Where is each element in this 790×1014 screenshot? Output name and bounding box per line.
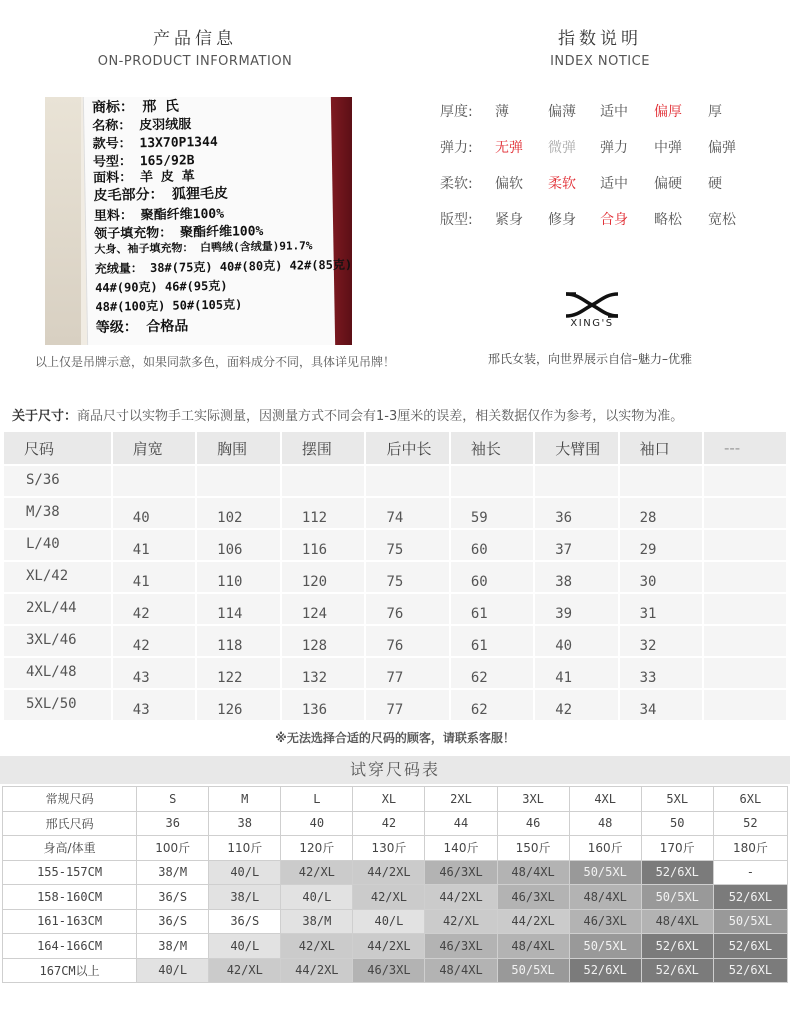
try-table-size-cell: 46/3XL: [425, 860, 497, 885]
size-table-cell: 40: [113, 498, 195, 528]
size-table-cell: 102: [197, 498, 280, 528]
index-row: [440, 101, 780, 121]
hang-tag-line: 商标： 邢 氏: [91, 98, 179, 117]
index-row: [440, 137, 780, 157]
try-table-size-cell: 40/L: [353, 909, 425, 934]
try-table-header-cell: S: [137, 787, 209, 812]
try-table-size-cell: 48/4XL: [641, 909, 713, 934]
size-table-cell: S/36: [4, 466, 111, 496]
index-row-label: 柔软:: [440, 176, 473, 192]
size-table-cell: 118: [197, 626, 280, 656]
try-table-size-cell: 48/4XL: [497, 934, 569, 959]
try-table-size-cell: 52/6XL: [641, 958, 713, 983]
try-table-header-cell: 邢氏尺码: [3, 811, 137, 836]
try-table-size-cell: 52/6XL: [713, 958, 787, 983]
size-table-header-cell: 摆围: [282, 432, 365, 464]
hang-tag-line: 号型： 165/92B: [92, 153, 195, 171]
try-table-size-cell: 42/XL: [353, 885, 425, 910]
index-option: 适中: [600, 176, 628, 192]
try-table-header-row: [3, 787, 788, 812]
hang-tag-line: 48#(100克) 50#(105克): [95, 297, 243, 314]
size-table-row: [4, 466, 786, 496]
try-table-header-cell: L: [281, 787, 353, 812]
try-table-header-cell: 44: [425, 811, 497, 836]
hang-tag-line: 充绒量： 38#(75克) 40#(80克) 42#(85克): [94, 257, 352, 276]
try-table-header-cell: 180斤: [713, 836, 787, 861]
size-table-cell: L/40: [4, 530, 111, 560]
try-table-size-cell: 42/XL: [425, 909, 497, 934]
size-table-cell: 76: [366, 594, 448, 624]
try-table-header-cell: 110斤: [209, 836, 281, 861]
size-table-cell: 75: [366, 562, 448, 592]
size-table-cell: [704, 562, 786, 592]
try-table-size-cell: 44/2XL: [281, 958, 353, 983]
size-table-cell: 41: [113, 562, 195, 592]
try-table-height-cell: 158-160CM: [3, 885, 137, 910]
size-table-cell: 41: [113, 530, 195, 560]
size-table-header-cell: 肩宽: [113, 432, 195, 464]
index-option: 厚: [708, 104, 722, 120]
index-option: 修身: [548, 212, 576, 228]
try-table-header-cell: 42: [353, 811, 425, 836]
index-option: 薄: [495, 104, 509, 120]
try-size-title: 试穿尺码表: [0, 756, 790, 784]
index-option: 微弹: [548, 140, 576, 156]
index-option: 略松: [654, 212, 682, 228]
size-table-cell: 33: [620, 658, 702, 688]
size-table-cell: 40: [535, 626, 617, 656]
try-table-size-cell: 50/5XL: [497, 958, 569, 983]
try-table-size-cell: 44/2XL: [425, 885, 497, 910]
size-table-header-cell: 大臂围: [535, 432, 617, 464]
hang-tag-line: 等级： 合格品: [95, 318, 189, 336]
size-table-cell: 75: [366, 530, 448, 560]
product-info-subtitle: ON-PRODUCT INFORMATION: [97, 54, 293, 69]
size-table-cell: 34: [620, 690, 702, 720]
try-table-header-cell: 36: [137, 811, 209, 836]
size-table-cell: [704, 658, 786, 688]
try-table-size-cell: 36/S: [209, 909, 281, 934]
size-table-cell: XL/42: [4, 562, 111, 592]
brand-logo-icon: [562, 291, 622, 319]
size-table-cell: [704, 498, 786, 528]
size-table-cell: 29: [620, 530, 702, 560]
size-table-cell: [704, 626, 786, 656]
size-table-cell: 128: [282, 626, 365, 656]
size-table-cell: 4XL/48: [4, 658, 111, 688]
try-table-header-cell: 5XL: [641, 787, 713, 812]
size-table-cell: 136: [282, 690, 365, 720]
size-table-cell: 77: [366, 690, 448, 720]
try-table-row: [3, 885, 788, 910]
try-table-header-row: [3, 836, 788, 861]
hang-tag-line: 里料： 聚酯纤维100%: [93, 206, 225, 225]
size-table-header-cell: 袖长: [451, 432, 533, 464]
index-option: 适中: [600, 104, 628, 120]
try-table-header-cell: 40: [281, 811, 353, 836]
hang-tag-line: 领子填充物： 聚酯纤维100%: [94, 224, 264, 243]
size-table-cell: 42: [113, 594, 195, 624]
try-table-header-cell: 3XL: [497, 787, 569, 812]
size-table-cell: 30: [620, 562, 702, 592]
try-table-header-cell: 2XL: [425, 787, 497, 812]
size-table-cell: 60: [451, 562, 533, 592]
size-table-cell: 38: [535, 562, 617, 592]
size-table-cell: 60: [451, 530, 533, 560]
index-option: 宽松: [708, 212, 736, 228]
try-table-size-cell: 36/S: [137, 909, 209, 934]
try-size-table: [2, 786, 788, 983]
size-table-cell: [704, 690, 786, 720]
try-table-row: [3, 934, 788, 959]
index-row-label: 弹力:: [440, 140, 473, 156]
size-table-cell: [704, 530, 786, 560]
try-table-header-cell: 4XL: [569, 787, 641, 812]
try-table-size-cell: 46/3XL: [353, 958, 425, 983]
index-row: [440, 209, 780, 229]
try-table-size-cell: 40/L: [209, 934, 281, 959]
size-table-cell: 62: [451, 690, 533, 720]
size-table-cell: [451, 466, 533, 496]
size-table-cell: [535, 466, 617, 496]
try-table-header-cell: 170斤: [641, 836, 713, 861]
try-table-size-cell: 52/6XL: [569, 958, 641, 983]
try-table-size-cell: 38/M: [137, 934, 209, 959]
size-table-row: [4, 626, 786, 656]
hang-tag-label: [83, 97, 352, 345]
hang-tag-line: 皮毛部分： 狐狸毛皮: [93, 185, 229, 205]
try-table-size-cell: 42/XL: [281, 934, 353, 959]
try-table-header-cell: 50: [641, 811, 713, 836]
try-table-header-cell: 6XL: [713, 787, 787, 812]
index-option: 偏硬: [654, 176, 682, 192]
size-table-cell: 74: [366, 498, 448, 528]
try-table-size-cell: 46/3XL: [425, 934, 497, 959]
hang-tag-line: 款号： 13X70P1344: [92, 134, 218, 153]
size-table-cell: 106: [197, 530, 280, 560]
hang-tag-photo: [45, 97, 352, 345]
size-table-cell: 76: [366, 626, 448, 656]
index-option: 偏厚: [654, 104, 682, 120]
try-table-size-cell: 50/5XL: [641, 885, 713, 910]
size-table-cell: [620, 466, 702, 496]
try-table-header-cell: 常规尺码: [3, 787, 137, 812]
size-table-cell: [282, 466, 365, 496]
try-table-header-cell: 130斤: [353, 836, 425, 861]
size-table-cell: [366, 466, 448, 496]
size-table-cell: 62: [451, 658, 533, 688]
size-table-cell: 31: [620, 594, 702, 624]
size-table-cell: 3XL/46: [4, 626, 111, 656]
hang-tag-line: 面料： 羊 皮 革: [93, 169, 195, 187]
index-option: 偏软: [495, 176, 523, 192]
try-table-header-cell: M: [209, 787, 281, 812]
about-size-note: [12, 405, 683, 424]
try-table-size-cell: 52/6XL: [641, 860, 713, 885]
size-table-row: [4, 530, 786, 560]
size-table-cell: [704, 466, 786, 496]
size-table-cell: 77: [366, 658, 448, 688]
try-table-size-cell: 38/L: [209, 885, 281, 910]
size-table-cell: 120: [282, 562, 365, 592]
try-table-header-cell: 48: [569, 811, 641, 836]
size-table-header: [4, 432, 786, 464]
product-info-title: 产品信息: [153, 29, 237, 49]
size-table-cell: 32: [620, 626, 702, 656]
try-table-size-cell: 52/6XL: [713, 885, 787, 910]
try-table-size-cell: 40/L: [137, 958, 209, 983]
about-size-text: 商品尺寸以实物手工实际测量，因测量方式不同会有1-3厘米的误差，相关数据仅作为参考，以实物为准。: [77, 409, 684, 424]
size-table-header-cell: 尺码: [4, 432, 111, 464]
size-table-row: [4, 690, 786, 720]
index-option: 弹力: [600, 140, 628, 156]
try-table-size-cell: 52/6XL: [713, 934, 787, 959]
size-table-cell: 42: [535, 690, 617, 720]
brand-logo-text: XING'S: [570, 318, 614, 329]
size-table-cell: 116: [282, 530, 365, 560]
index-row-label: 厚度:: [440, 104, 473, 120]
try-table-header-cell: 身高/体重: [3, 836, 137, 861]
index-notice-title: 指数说明: [558, 29, 642, 49]
index-row-label: 版型:: [440, 212, 473, 228]
try-table-row: [3, 958, 788, 983]
size-table-cell: 5XL/50: [4, 690, 111, 720]
try-table-header-cell: 120斤: [281, 836, 353, 861]
index-option: 偏弹: [708, 140, 736, 156]
try-table-header-cell: 150斤: [497, 836, 569, 861]
index-option: 偏薄: [548, 104, 576, 120]
size-table-cell: [197, 466, 280, 496]
try-table-size-cell: 52/6XL: [641, 934, 713, 959]
size-table-cell: 42: [113, 626, 195, 656]
try-table-size-cell: 38/M: [281, 909, 353, 934]
try-table-size-cell: 40/L: [209, 860, 281, 885]
try-table-size-cell: 42/XL: [209, 958, 281, 983]
hang-tag-note: 以上仅是吊牌示意，如果同款多色，面料成分不同，具体详见吊牌！: [34, 355, 395, 369]
try-table-size-cell: -: [713, 860, 787, 885]
try-table-header-cell: XL: [353, 787, 425, 812]
size-table-row: [4, 594, 786, 624]
hang-tag-line: 44#(90克) 46#(95克): [95, 278, 228, 295]
hang-tag-line: 名称： 皮羽绒服: [92, 117, 192, 135]
try-table-size-cell: 50/5XL: [713, 909, 787, 934]
try-table-header-cell: 38: [209, 811, 281, 836]
size-table-header-cell: 胸围: [197, 432, 280, 464]
try-table-header-cell: 100斤: [137, 836, 209, 861]
try-table-size-cell: 44/2XL: [353, 934, 425, 959]
try-table-header-cell: 46: [497, 811, 569, 836]
try-table-height-cell: 161-163CM: [3, 909, 137, 934]
try-table-header-cell: 160斤: [569, 836, 641, 861]
try-table-size-cell: 44/2XL: [353, 860, 425, 885]
try-table-size-cell: 44/2XL: [497, 909, 569, 934]
try-table-row: [3, 860, 788, 885]
try-table-header-cell: 140斤: [425, 836, 497, 861]
index-option: 无弹: [495, 140, 523, 156]
size-table-cell: 39: [535, 594, 617, 624]
try-table-size-cell: 46/3XL: [497, 885, 569, 910]
size-warning: ※无法选择合适的尺码的顾客，请联系客服！: [275, 731, 515, 745]
hang-tag-line: 大身、袖子填充物： 白鸭绒(含绒量)91.7%: [94, 239, 313, 257]
try-table-size-cell: 50/5XL: [569, 934, 641, 959]
size-table-row: [4, 658, 786, 688]
index-option: 柔软: [548, 176, 576, 192]
try-table-size-cell: 48/4XL: [569, 885, 641, 910]
try-table-height-cell: 167CM以上: [3, 958, 137, 983]
size-table-cell: [113, 466, 195, 496]
size-table-cell: 126: [197, 690, 280, 720]
try-table-size-cell: 36/S: [137, 885, 209, 910]
size-table-cell: 36: [535, 498, 617, 528]
size-table-cell: 132: [282, 658, 365, 688]
try-table-size-cell: 50/5XL: [569, 860, 641, 885]
index-option: 硬: [708, 176, 722, 192]
try-table-header-cell: 52: [713, 811, 787, 836]
try-table-size-cell: 46/3XL: [569, 909, 641, 934]
size-table-cell: 43: [113, 658, 195, 688]
try-table-size-cell: 48/4XL: [497, 860, 569, 885]
index-option: 中弹: [654, 140, 682, 156]
index-option: 合身: [600, 212, 628, 228]
size-table-cell: 122: [197, 658, 280, 688]
size-table-cell: M/38: [4, 498, 111, 528]
try-table-height-cell: 155-157CM: [3, 860, 137, 885]
size-table-cell: 37: [535, 530, 617, 560]
size-table-cell: [704, 594, 786, 624]
index-notice-subtitle: INDEX NOTICE: [550, 54, 650, 69]
try-table-size-cell: 48/4XL: [425, 958, 497, 983]
size-table-row: [4, 498, 786, 528]
brand-slogan: 邢氏女装，向世界展示自信–魅力–优雅: [487, 352, 692, 366]
size-table-cell: 124: [282, 594, 365, 624]
try-table-size-cell: 42/XL: [281, 860, 353, 885]
size-table-cell: 59: [451, 498, 533, 528]
size-table-cell: 112: [282, 498, 365, 528]
index-option: 紧身: [495, 212, 523, 228]
size-table-cell: 2XL/44: [4, 594, 111, 624]
size-table-row: [4, 562, 786, 592]
try-table-height-cell: 164-166CM: [3, 934, 137, 959]
size-table-cell: 61: [451, 626, 533, 656]
size-table-cell: 114: [197, 594, 280, 624]
size-table-cell: 43: [113, 690, 195, 720]
index-row: [440, 173, 780, 193]
try-table-header-row: [3, 811, 788, 836]
size-table-cell: 110: [197, 562, 280, 592]
size-table-cell: 61: [451, 594, 533, 624]
size-table-cell: 28: [620, 498, 702, 528]
try-table-size-cell: 40/L: [281, 885, 353, 910]
try-table-size-cell: 38/M: [137, 860, 209, 885]
try-table-row: [3, 909, 788, 934]
size-table-header-cell: ---: [704, 432, 786, 464]
about-size-label: 关于尺寸：: [12, 409, 78, 424]
size-table-header-cell: 后中长: [366, 432, 448, 464]
size-table-cell: 41: [535, 658, 617, 688]
size-table-header-cell: 袖口: [620, 432, 702, 464]
size-measurement-table: [2, 430, 788, 722]
